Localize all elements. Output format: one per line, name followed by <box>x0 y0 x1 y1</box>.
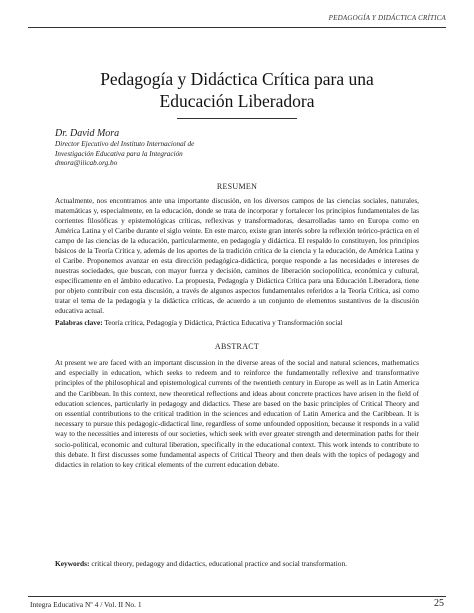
journal-citation: Integra Educativa Nº 4 / Vol. II No. 1 <box>30 600 142 609</box>
footer-divider <box>28 596 446 597</box>
abstract-keywords-text: critical theory, pedagogy and didactics, educational practice and social transformation. <box>91 559 347 568</box>
resumen-text: Actualmente, nos encontramos ante una importante discusión, en los diversos campos de las ciencias sociales, naturales, matemáticas y, especialmente, en la educación, donde se trata de incorporar y fortalecer los principios fundamentales de las corrientes filosóficas y epistemológicas críticas, reflexivas y transformadoras, desarrolladas tanto en Europa como en América Latina y el Caribe durante el siglo veinte. En este marco, existe gran interés sobre la reflexión teórico-práctica en el campo de las ciencias de la educación, particularmente, en pedagogía y didáctica. El respaldo lo constituyen, los principios básicos de la Teoría Crítica y, además de los aportes de la tradición crítica de la ciencia y la educación, de América Latina y el Caribe. Proponemos avanzar en esta dirección pedagógica-didáctica, porque responde a las necesidades e intereses de nuestras sociedades, que buscan, con mayor fuerza y decisión, caminos de liberación sociopolítica, económica y cultural, específicamente en el ámbito educativo. La propuesta, Pedagogía y Didáctica Crítica para una Educación Liberadora, tiene por objeto contribuir con esta discusión, a través de algunos aspectos fundamentales referidos a la Teoría Crítica, así como tratar el tema de la pedagogía y la didáctica críticas, de acuerdo a un conjunto de elementos sustantivos de la discusión educativa actual. <box>55 196 419 315</box>
article-title-line1: Pedagogía y Didáctica Crítica para una <box>100 69 374 89</box>
running-header: PEDAGOGÍA Y DIDÁCTICA CRÍTICA <box>328 14 446 22</box>
resumen-heading: RESUMEN <box>216 182 258 191</box>
author-name: Dr. David Mora <box>55 128 120 139</box>
resumen-keywords-label: Palabras clave: <box>55 318 103 327</box>
article-title-line2: Educación Liberadora <box>159 91 315 111</box>
resumen-keywords <box>55 318 419 328</box>
author-affiliation-line2: Investigación Educativa para la Integración <box>55 149 183 158</box>
resumen-keywords-text: Teoría crítica, Pedagogía y Didáctica, Práctica Educativa y Transformación social <box>104 318 343 327</box>
author-block <box>55 128 415 169</box>
header-divider <box>28 27 446 28</box>
page-number: 25 <box>434 598 444 609</box>
title-divider <box>177 118 297 119</box>
abstract-heading: ABSTRACT <box>214 342 260 351</box>
abstract-text: At present we are faced with an important discussion in the diverse areas of the social and natural sciences, mathematics and especially in education, which seeks to redeem and to reinforce the fundamentally reflexive and transformative principles of the philosophical and epistemological currents of the twentieth century in Europe as well as in Latin America and the Caribbean. In this context, new theoretical reflections and ideas about concrete practices have arisen in the field of education sciences, particularly in pedagogy and didactics. These are based on the basic principles of Critical Theory and on essential contributions to the critical tradition in the sciences and education of Latin America and the Caribbean. It is necessary to pursue this pedagogic-didactical line, regardless of some unfounded opposition, because it responds in a valid way to the necessities and interests of our societies, which seek with ever greater strength and determination paths for their socio-political, economic and cultural liberation, specifically in the educational context. This work intends to contribute to this debate. It first discusses some fundamental aspects of Critical Theory and then deals with the topics of pedagogy and didactics in relation to key critical elements of the current education debate. <box>55 358 419 470</box>
article-title <box>40 68 434 112</box>
abstract-keywords-label: Keywords: <box>55 559 90 568</box>
author-affiliation-line1: Director Ejecutivo del Instituto Internacional de <box>55 140 195 148</box>
abstract-keywords <box>55 559 419 569</box>
author-email: dmora@iiicab.org.bo <box>55 159 118 167</box>
